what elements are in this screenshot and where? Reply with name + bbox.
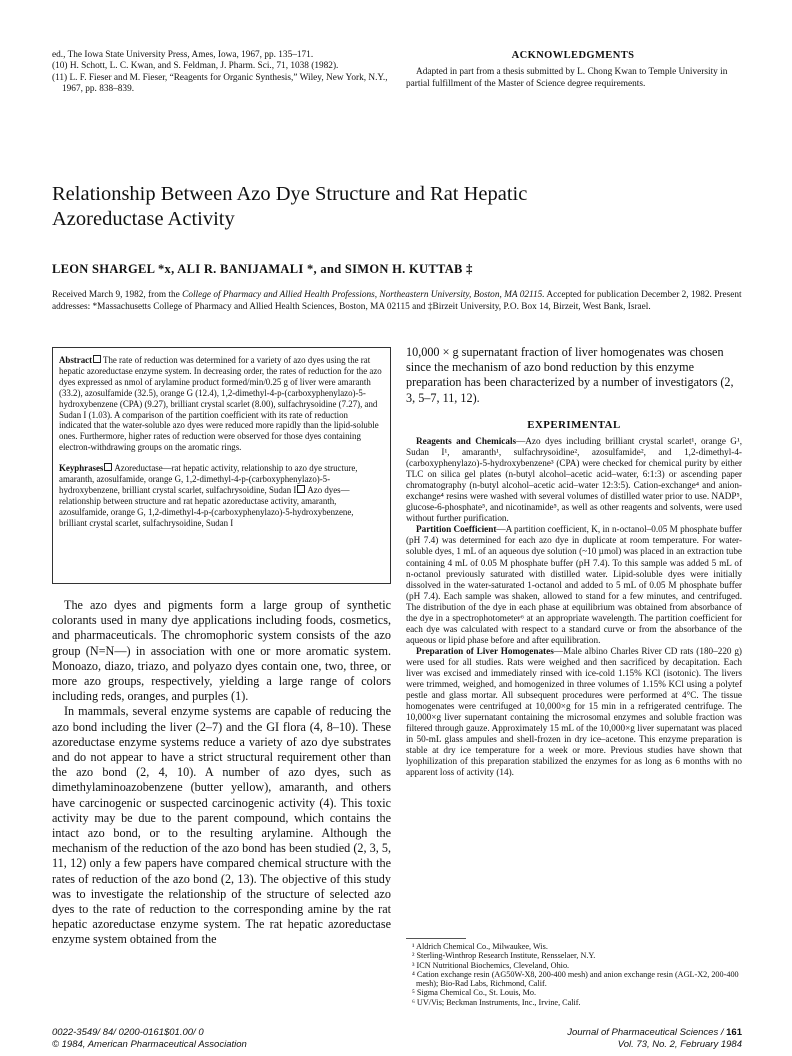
square-bullet-icon xyxy=(104,463,112,471)
acknowledgments-heading: ACKNOWLEDGMENTS xyxy=(511,50,635,61)
liver-paragraph xyxy=(406,646,742,779)
reference-10: (10) H. Schott, L. C. Kwan, and S. Feldman, J. Pharm. Sci., 71, 1038 (1982). xyxy=(52,61,339,72)
square-bullet-icon xyxy=(93,355,101,363)
footnote-1: ¹ Aldrich Chemical Co., Milwaukee, Wis. xyxy=(412,942,548,951)
footnote-4: ⁴ Cation exchange resin (AG50W-X8, 200-400 mesh) and anion exchange resin (AGL-X2, 200-400 mesh); Bio-Rad Labs, Richmond, Calif. xyxy=(412,969,739,989)
footnotes xyxy=(406,942,742,1007)
footnote-2: ² Sterling-Winthrop Research Institute, Rensselaer, N.Y. xyxy=(412,951,596,961)
copyright-line: © 1984, American Pharmaceutical Association xyxy=(52,1038,247,1050)
acknowledgments-section xyxy=(406,50,740,90)
introduction-column xyxy=(52,598,391,948)
received-rest: Accepted for publication December 2, 1982. Present addresses: *Massachusetts College of Pharmacy and Allied Health Sciences, Boston, MA 02115 and ‡Birzeit University, P.O. Box 14, Birzeit, West Bank, Israel. xyxy=(52,290,742,312)
reagents-text: —Azo dyes including brilliant crystal scarlet¹, orange G¹, Sudan I¹, amaranth¹, sulfachrysoidine², azosulfamide², and 1,2-dimethyl-4-(carboxyphenylazo)-5-hydroxybenzene³ (CPA) were checked for chemical purity by either TLC on silica gel plates (n-butyl alcohol–acetic acid–water, 6:1:3) or ascending paper chromatography (n-butyl alcohol–acetic acid–water 12:3:5). Cation-exchange⁴ and anion-exchange⁴ resins were washed with several volumes of distilled water prior to use. NADP⁵, glucose-6-phosphate⁵, and nicotinamide⁵, as well as other reagents and solvents, were used without further purification. xyxy=(406,436,742,524)
footnote-3: ³ ICN Nutritional Biochemics, Cleveland, Ohio. xyxy=(412,960,570,970)
intro-paragraph-2: In mammals, several enzyme systems are capable of reducing the azo bond including the liver (2–7) and the GI flora (4, 8–10). These azoreductase enzyme systems reduce a variety of azo dye substrates and do not appear to have a strict structural requirement other than the azo bond (2, 4, 10). A number of azo dyes, such as dimethylaminoazobenzene (butter yellow), amaranth, and others have carcinogenic or suspected carcinogenic activity (4). This toxic activity may be due to the parent compound, which contains the intact azo bond, or to the resulting arylamine. Although the mechanism of the reduction of the azo bond has been studied (2, 3, 5, 11, 12) only a few papers have compared chemical structure with the rates of reduction of the azo bond (2, 13). The objective of this study was to investigate the relationship of the structure of selected azo dyes to the rate of reduction to the corresponding amine by the rat hepatic azoreductase enzyme system. The rat hepatic azoreductase enzyme system obtained from the xyxy=(52,704,391,947)
liver-subheading: Preparation of Liver Homogenates xyxy=(416,645,554,656)
reagents-subheading: Reagents and Chemicals xyxy=(416,436,517,446)
intro-paragraph-1: The azo dyes and pigments form a large group of synthetic colorants used in many dye applications including foods, cosmetics, and pharmaceuticals. The chromophoric system consists of the azo group (N=N—) in association with one or more aromatic system. Monoazo, diazo, triazo, and polyazo dyes contain one, two, three, or more azo groups, respectively, yielding a large range of colors including reds, oranges, and purples (1). xyxy=(52,598,391,704)
square-bullet-icon xyxy=(297,485,305,493)
received-institution: College of Pharmacy and Allied Health Professions, Northeastern University, Boston, MA 02115. xyxy=(182,290,545,300)
received-prefix: Received March 9, 1982, from the xyxy=(52,290,183,300)
article-title: Relationship Between Azo Dye Structure and Rat Hepatic Azoreductase Activity xyxy=(52,183,528,230)
footnote-rule xyxy=(406,938,466,939)
journal-line xyxy=(452,1027,742,1039)
partition-paragraph xyxy=(406,524,742,646)
keyphrases-paragraph xyxy=(59,463,382,528)
keyphrases-text-1: Azoreductase—rat hepatic activity, relationship to azo dye structure, amaranth, azosulfamide, orange G, 1,2-dimethyl-4-p-(carboxyphenylazo)-5-hydroxybenzene, brilliant crystal scarlet, sulfachrysoidine, Sudan I xyxy=(59,463,358,495)
footer-right xyxy=(452,1027,742,1050)
abstract-label: Abstract xyxy=(59,355,93,365)
keyphrases-text-2: Azo dyes—relationship between structure and rat hepatic azoreductase activity, amaranth, azosulfamide, orange G, 1,2-dimethyl-4-p-(carboxyphenylazo)-5-hydroxybenzene, brilliant crystal scarlet, sulfachrysoidine, Sudan I xyxy=(59,484,354,528)
article-code: 0022-3549/ 84/ 0200-0161$01.00/ 0 xyxy=(52,1027,204,1038)
intro-continuation: 10,000 × g supernatant fraction of liver homogenates was chosen since the mechanism of azo bond reduction by this enzyme preparation has been characterized by a number of investigators (2, 3, 5–7, 11, 12). xyxy=(406,345,734,405)
top-references xyxy=(52,50,392,95)
reference-9-continuation: ed., The Iowa State University Press, Ames, Iowa, 1967, pp. 135–171. xyxy=(52,50,314,60)
received-line xyxy=(52,290,742,313)
keyphrases-label: Keyphrases xyxy=(59,463,104,474)
acknowledgments-text: Adapted in part from a thesis submitted by L. Chong Kwan to Temple University in partial fulfillment of the Master of Science degree requirements. xyxy=(406,67,728,89)
abstract-box xyxy=(52,347,391,584)
footnote-6: ⁶ UV/Vis; Beckman Instruments, Inc., Irvine, Calif. xyxy=(412,997,581,1007)
partition-subheading: Partition Coefficient xyxy=(416,524,497,535)
author-line: LEON SHARGEL *x, ALI R. BANIJAMALI *, and SIMON H. KUTTAB ‡ xyxy=(52,262,473,276)
volume-line: Vol. 73, No. 2, February 1984 xyxy=(617,1038,742,1050)
footer-left xyxy=(52,1027,392,1050)
abstract-text: The rate of reduction was determined for a variety of azo dyes using the rat hepatic azoreductase enzyme system. In decreasing order, the rates of reduction for the azo dyes expressed as nmol of arylamine product formed/min/0.25 g of liver were amaranth (33.2), azosulfamide (32.5), orange G (12.4), 1,2-dimethyl-4-p-(carboxyphenylazo)-5-hydroxybenzene (CPA) (9.27), brilliant crystal scarlet (8.00), sulfachrysoidine (7.27), and Sudan I (1.03). A comparison of the partition coefficient with its rate of reduction indicated that the water-soluble azo dyes were reduced more rapidly than the lipid-soluble ones. Furthermore, higher rates of reduction were observed for those dyes containing electron-withdrawing groups on the aromatic rings. xyxy=(59,355,382,453)
partition-text: —A partition coefficient, K, in n-octanol–0.05 M phosphate buffer (pH 7.4) was determined for each azo dye in duplicate at room temperature. For water-soluble dyes, 1 mL of an aqueous dye solution (~10 µmol) was placed in an extraction tube containing 4 mL of 0.05 M phosphate buffer (pH 7.4). To this sample was added 5 mL of n-octanol previously saturated with distilled water. Lipid-soluble dyes were initially dissolved in the water-saturated 1-octanol and added to 5 mL of 0.05 M phosphate buffer (pH 7.4). Each sample was shaken, allowed to stand for a few minutes, and centrifuged. The distribution of the dye in each phase at equilibrium was obtained from absorbance of the dye in a spectrophotometer⁶ at an appropriate wavelength. The partition coefficient for each dye was calculated with respect to a standard curve or from the absorbance of the aqueous or lipid phase before and after equilibration. xyxy=(406,524,742,645)
journal-name: Journal of Pharmaceutical Sciences / xyxy=(567,1027,727,1038)
liver-text: —Male albino Charles River CD rats (180–220 g) were used for all studies. Rats were weighed and then sacrificed by decapitation. Each liver was excised and immediately rinsed with ice-cold 1.15% KCl (isotonic). The livers were trimmed, weighed, and homogenized in three volumes of 1.15% KCl using a polytef pestle and glass mortar. All subsequent procedures were performed at 4°C. The tissue homogenates were centrifuged at 10,000×g for 15 min in a refrigerated centrifuge. The 10,000×g liver supernatant containing the microsomal enzymes and soluble fraction was filtered through gauze. Approximately 15 mL of the 10,000×g liver supernatant was placed in 50-mL glass ampules and shell-frozen in dry ice–acetone. This enzyme preparation is stable at dry ice temperature for a week or more. Previous studies have shown that lyophilization of this preparation stabilized the enzymes for as long as 6 months with no apparent loss of activity (14). xyxy=(406,645,742,778)
footnote-5: ⁵ Sigma Chemical Co., St. Louis, Mo. xyxy=(412,988,537,998)
reagents-paragraph xyxy=(406,436,742,524)
experimental-heading: EXPERIMENTAL xyxy=(527,419,621,431)
abstract-paragraph xyxy=(59,355,382,453)
page-number: 161 xyxy=(726,1027,742,1038)
experimental-section xyxy=(406,436,742,778)
reference-11: (11) L. F. Fieser and M. Fieser, “Reagents for Organic Synthesis,” Wiley, New York, N.Y., 1967, pp. 838–839. xyxy=(52,72,388,94)
